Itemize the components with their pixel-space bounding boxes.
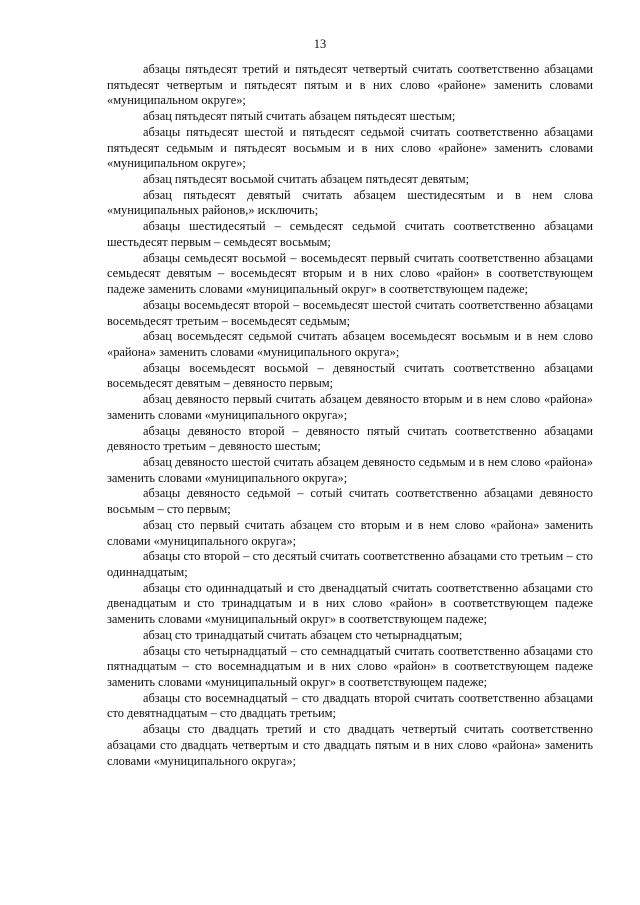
paragraph: абзацы пятьдесят шестой и пятьдесят седьмой считать соответственно абзацами пятьдесят седьмым и пятьдесят восьмым и в них слово «районе» заменить словами «муниципальном округе»; bbox=[107, 124, 593, 171]
page-number: 13 bbox=[313, 37, 327, 51]
paragraph: абзац девяносто первый считать абзацем девяносто вторым и в нем слово «района» заменить словами «муниципального округа»; bbox=[107, 392, 593, 422]
paragraph: абзац пятьдесят восьмой считать абзацем пятьдесят девятым; bbox=[143, 172, 470, 187]
paragraph: абзац пятьдесят девятый считать абзацем шестидесятым и в нем слова «муниципальных районов,» исключить; bbox=[107, 187, 593, 218]
paragraph: абзац сто первый считать абзацем сто вторым и в нем слово «района» заменить словами «муниципального округа»; bbox=[107, 517, 593, 548]
paragraph: абзац пятьдесят пятый считать абзацем пятьдесят шестым; bbox=[143, 109, 456, 124]
paragraph: абзацы восемьдесят восьмой – девяностый считать соответственно абзацами восемьдесят девятым – девяносто первым; bbox=[107, 360, 593, 391]
paragraph: абзацы сто второй – сто десятый считать соответственно абзацами сто третьим – сто одиннадцатым; bbox=[107, 549, 593, 579]
paragraph: абзацы сто четырнадцатый – сто семнадцатый считать соответственно абзацами сто пятнадцатым – сто восемнадцатым и в них слово «район» в соответствующем падеже заменить словами «муниципальный округ» в соответствующем падеже; bbox=[107, 643, 593, 690]
paragraph: абзацы сто восемнадцатый – сто двадцать второй считать соответственно абзацами сто девятнадцатым – сто двадцать третьим; bbox=[107, 690, 593, 721]
document-body bbox=[107, 62, 593, 769]
paragraph: абзацы восемьдесят второй – восемьдесят шестой считать соответственно абзацами восемьдесят третьим – восемьдесят седьмым; bbox=[107, 297, 593, 328]
paragraph: абзацы сто двадцать третий и сто двадцать четвертый считать соответственно абзацами сто двадцать четвертым и сто двадцать пятым и в них слово «района» заменить словами «муниципального округа»; bbox=[107, 722, 593, 768]
paragraph: абзац сто тринадцатый считать абзацем сто четырнадцатым; bbox=[143, 627, 463, 642]
paragraph: абзацы девяносто седьмой – сотый считать соответственно абзацами девяносто восьмым – сто первым; bbox=[107, 486, 593, 517]
paragraph: абзацы девяносто второй – девяносто пятый считать соответственно абзацами девяносто третьим – девяносто шестым; bbox=[107, 423, 593, 454]
paragraph: абзацы семьдесят восьмой – восемьдесят первый считать соответственно абзацами семьдесят девятым – восемьдесят вторым и в них слово «район» в соответствующем падеже заменить словами «муниципальный округ» в соответствующем падеже; bbox=[107, 250, 593, 297]
paragraph: абзацы пятьдесят третий и пятьдесят четвертый считать соответственно абзацами пятьдесят четвертым и пятьдесят пятым и в них слово «районе» заменить словами «муниципальном округе»; bbox=[107, 62, 593, 108]
paragraph: абзацы шестидесятый – семьдесят седьмой считать соответственно абзацами шестьдесят первым – семьдесят восьмым; bbox=[107, 219, 593, 249]
paragraph: абзац девяносто шестой считать абзацем девяносто седьмым и в нем слово «района» заменить словами «муниципального округа»; bbox=[107, 454, 593, 485]
paragraph: абзац восемьдесят седьмой считать абзацем восемьдесят восьмым и в нем слово «района» заменить словами «муниципального округа»; bbox=[107, 329, 593, 359]
paragraph: абзацы сто одиннадцатый и сто двенадцатый считать соответственно абзацами сто двенадцатым и сто тринадцатым и в них слово «район» в соответствующем падеже заменить словами «муниципальный округ» в соответствующем падеже; bbox=[107, 580, 593, 627]
